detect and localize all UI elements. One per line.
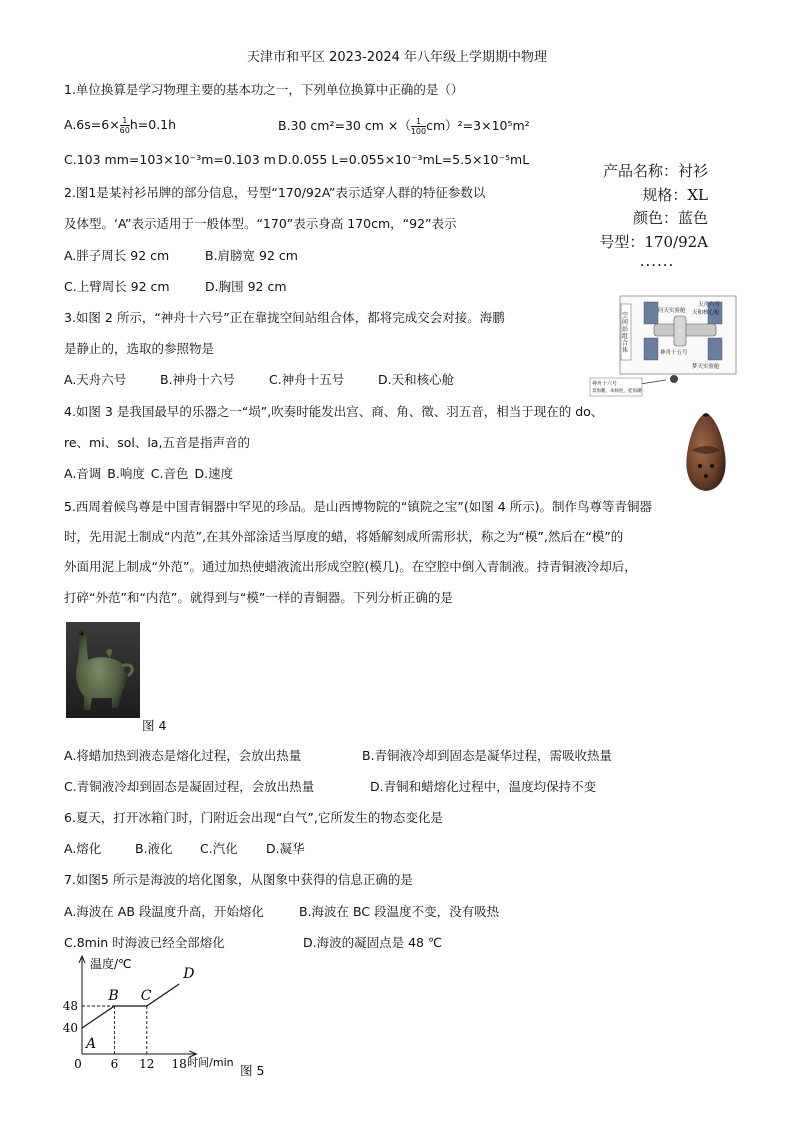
tag-ellipsis: ······ [639, 256, 675, 274]
q2-stem-line2: 及体型。‘A”表示适用于一般体型。“170”表示身高 170cm，“92”表示 [64, 216, 457, 231]
tianzhou-label: 天舟六号 [698, 302, 721, 308]
melting-curve-chart [56, 952, 246, 1082]
point-label-a: A [86, 1036, 97, 1052]
figure-4-caption: 图 4 [142, 718, 167, 733]
q3-option-b: B.神舟十六号 [160, 372, 236, 387]
q4-stem-line1: 4.如图 3 是我国最早的乐器之一“埙”,吹奏时能发出宫、商、角、徵、羽五音，相当于现在的 do、 [64, 404, 604, 419]
q2-option-b: B.肩膀宽 92 cm [205, 248, 298, 263]
q1-option-b: B.30 cm²=30 cm ×（ $\frac{1}{100}$ cm）²=3×10⁵m² [278, 117, 530, 136]
crew-label: 景海鹏，朱杨柱，桂海潮 [592, 389, 642, 394]
q2-option-a: A.胖子周长 92 cm [64, 248, 170, 263]
curve-segment-ab [82, 1006, 114, 1028]
q7-option-b: B.海波在 BC 段温度不变，没有吸热 [299, 904, 500, 919]
q5-option-d: D.青铜和蜡熔化过程中，温度均保持不变 [370, 779, 597, 794]
shenzhou15-label: 神舟十五号 [660, 350, 688, 356]
mengtian-label: 梦天实验舱 [692, 364, 720, 370]
q7-option-d: D.海波的凝固点是 48 ℃ [303, 935, 442, 950]
y-tick-label: 48 [62, 999, 78, 1013]
shenzhou16-label: 神舟十六号 [592, 381, 618, 387]
q6-option-b: B.液化 [135, 841, 173, 856]
q5-option-b: B.青铜液冷却到固态是凝华过程，需吸收热量 [362, 748, 613, 763]
q5-stem-line3: 外面用泥上制成“外范”。通过加热使蜡液流出形成空腔(模几)。在空腔中倒入青制液。持青铜液冷却后， [64, 559, 637, 574]
q5-stem-line4: 打碎“外范”和“内范”。就得到与“模”一样的青铜器。下列分析正确的是 [64, 590, 453, 605]
q3-option-a: A.天舟六号 [64, 372, 127, 387]
q1-stem: 1.单位换算是学习物理主要的基本功之一，下列单位换算中正确的是（） [64, 82, 464, 97]
curve-segment-cd [147, 984, 179, 1006]
x-tick-label: 18 [171, 1057, 187, 1071]
x-tick-label: 12 [139, 1057, 155, 1071]
q6-option-d: D.凝华 [266, 841, 305, 856]
q5-stem-line2: 时，先用泥土制成“内范”,在其外部涂适当厚度的蜡，将婚解刻成所需形状，称之为“模”,然后在“模”的 [64, 529, 624, 544]
q5-stem-line1: 5.西周着候鸟尊是中国青铜器中罕见的珍品。是山西博物院的“镇院之宝”(如图 4 所示)。制作鸟尊等青铜器 [64, 499, 653, 514]
xun-image [680, 410, 732, 494]
q3-option-d: D.天和核心舱 [378, 372, 455, 387]
tag-color: 颜色：蓝色 [632, 209, 708, 227]
q5-option-c: C.青铜液冷却到固态是凝固过程，会放出热量 [64, 779, 315, 794]
wentian-label: 问天实验舱 [658, 308, 686, 314]
q4-stem-line2: re、mi、sol、la,五音是指声音的 [64, 435, 250, 450]
q6-option-c: C.汽化 [200, 841, 238, 856]
bird-zun-figure [66, 622, 140, 718]
page-title: 天津市和平区 2023-2024 年八年级上学期期中物理 [246, 50, 548, 65]
y-axis-title: 温度/℃ [90, 957, 132, 971]
q4-options: A.音调 B.响度 C.音色 D.速度 [64, 466, 234, 481]
q1-option-a: A.6s=6× $\frac{1}{60}$ h=0.1h [64, 116, 177, 135]
tag-size: 规格：XL [642, 185, 708, 204]
tianhe-label: 天和核心舱 [692, 310, 720, 316]
xun-instrument-figure [680, 410, 732, 494]
q7-stem: 7.如图5 所示是海波的培化图象，从图象中获得的信息正确的是 [64, 872, 413, 887]
tag-name: 产品名称：衬衫 [602, 162, 708, 180]
q3-stem-line1: 3.如图 2 所示，“神舟十六号”正在靠拢空间站组合体，都将完成交会对接。海鹏 [64, 310, 505, 325]
q6-stem: 6.夏天，打开冰箱门时，门附近会出现“白气”,它所发生的物态变化是 [64, 810, 443, 825]
figure-5-caption: 图 5 [240, 1063, 265, 1078]
y-tick-label: 40 [62, 1021, 78, 1035]
station-vertical-label: 空间站组合体 [622, 312, 629, 354]
q2-option-c: C.上臂周长 92 cm [64, 279, 170, 294]
q1-b-fraction: $\frac{1}{100}$ [410, 117, 427, 136]
x-axis-title: 时间/min [187, 1056, 234, 1069]
q7-option-c: C.8min 时海波已经全部熔化 [64, 935, 225, 950]
q2-stem-line1: 2.图1是某衬衫吊牌的部分信息，号型“170/92A”表示适穿人群的特征参数以 [64, 185, 486, 200]
q7-option-a: A.海波在 AB 段温度升高，开始熔化 [64, 904, 264, 919]
q3-stem-line2: 是静止的，选取的参照物是 [64, 341, 215, 356]
q1-option-d: D.0.055 L=0.055×10⁻³mL=5.5×10⁻⁵mL [278, 152, 530, 167]
tag-model: 号型：170/92A [599, 232, 708, 251]
x-tick-label: 0 [74, 1057, 82, 1071]
q3-option-c: C.神舟十五号 [269, 372, 345, 387]
bird-zun-image [66, 622, 140, 718]
q5-option-a: A.将蜡加热到液态是熔化过程，会放出热量 [64, 748, 302, 763]
q2-option-d: D.胸围 92 cm [205, 279, 287, 294]
point-label-c: C [140, 988, 152, 1004]
x-tick-label: 6 [110, 1057, 119, 1071]
chart-marks [82, 984, 179, 1054]
point-label-d: D [183, 966, 195, 982]
shirt-tag-figure [578, 160, 708, 278]
q1-option-c: C.103 mm=103×10⁻³m=0.103 m [64, 152, 276, 167]
point-label-b: B [108, 988, 119, 1004]
q6-option-a: A.熔化 [64, 841, 102, 856]
space-station-figure [588, 294, 738, 402]
q1-a-fraction: $\frac{1}{60}$ [119, 116, 130, 135]
